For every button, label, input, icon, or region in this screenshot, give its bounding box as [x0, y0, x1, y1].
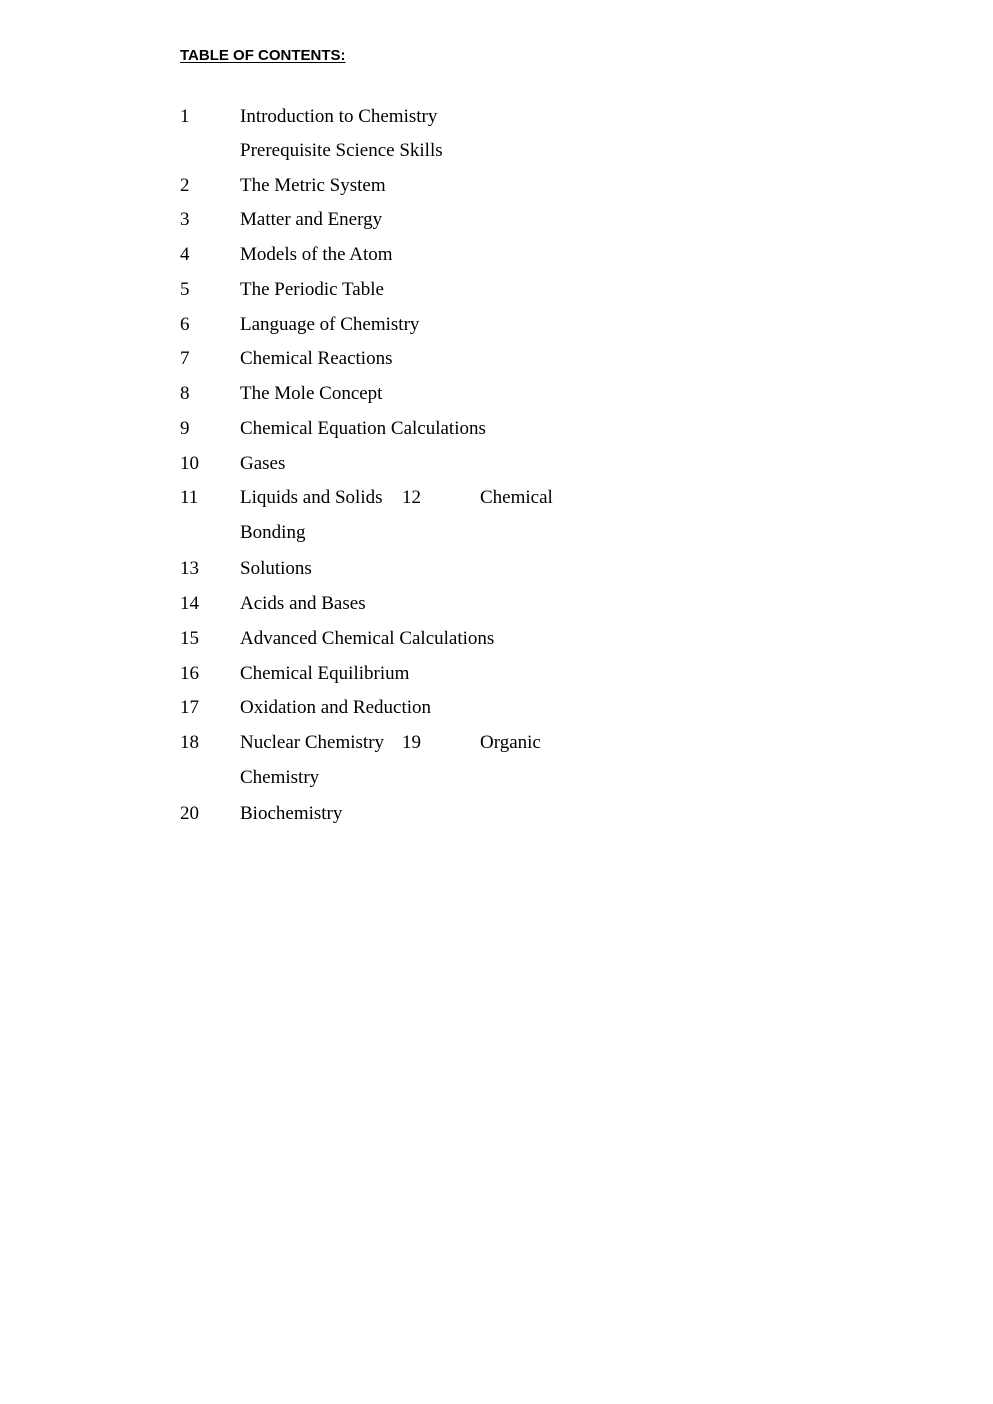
chapter-number: 20 — [180, 803, 199, 824]
chapter-title: The Periodic Table — [240, 279, 384, 300]
chapter-title: Organic — [480, 732, 541, 753]
chapter-number: 15 — [180, 628, 199, 649]
chapter-number: 9 — [180, 418, 190, 439]
chapter-number: 14 — [180, 593, 199, 614]
chapter-title: Solutions — [240, 558, 312, 579]
chapter-number: 11 — [180, 487, 199, 508]
chapter-number: 10 — [180, 453, 199, 474]
chapter-title: Chemical — [480, 487, 553, 508]
toc-heading: TABLE OF CONTENTS: — [180, 47, 346, 64]
chapter-title: Chemical Equation Calculations — [240, 418, 486, 439]
chapter-number: 5 — [180, 279, 190, 300]
chapter-number: 17 — [180, 697, 199, 718]
chapter-title: Chemical Equilibrium — [240, 663, 410, 684]
chapter-title: Language of Chemistry — [240, 314, 420, 335]
chapter-title: Biochemistry — [240, 803, 343, 824]
chapter-number: 13 — [180, 558, 199, 579]
chapter-number: 18 — [180, 732, 199, 753]
chapter-title: Bonding — [240, 522, 306, 543]
chapter-number: 2 — [180, 175, 190, 196]
chapter-title: The Metric System — [240, 175, 386, 196]
chapter-title: Nuclear Chemistry — [240, 732, 385, 753]
chapter-title: Matter and Energy — [240, 209, 383, 230]
chapter-number: 1 — [180, 106, 190, 127]
chapter-number: 16 — [180, 663, 199, 684]
chapter-title: Gases — [240, 453, 286, 474]
chapter-title: The Mole Concept — [240, 383, 383, 404]
chapter-number: 3 — [180, 209, 190, 230]
chapter-title: Introduction to Chemistry — [240, 106, 438, 127]
chapter-title: Liquids and Solids — [240, 487, 383, 508]
chapter-number: 7 — [180, 348, 190, 369]
chapter-title: Prerequisite Science Skills — [240, 140, 443, 161]
chapter-title: Advanced Chemical Calculations — [240, 628, 495, 649]
chapter-title: Acids and Bases — [240, 593, 366, 614]
chapter-number: 6 — [180, 314, 190, 335]
chapter-number: 4 — [180, 244, 190, 265]
chapter-title: Models of the Atom — [240, 244, 393, 265]
chapter-title: Chemical Reactions — [240, 348, 393, 369]
chapter-number: 19 — [402, 732, 421, 753]
chapter-title: Chemistry — [240, 767, 320, 788]
chapter-title: Oxidation and Reduction — [240, 697, 432, 718]
chapter-number: 8 — [180, 383, 190, 404]
chapter-number: 12 — [402, 487, 421, 508]
